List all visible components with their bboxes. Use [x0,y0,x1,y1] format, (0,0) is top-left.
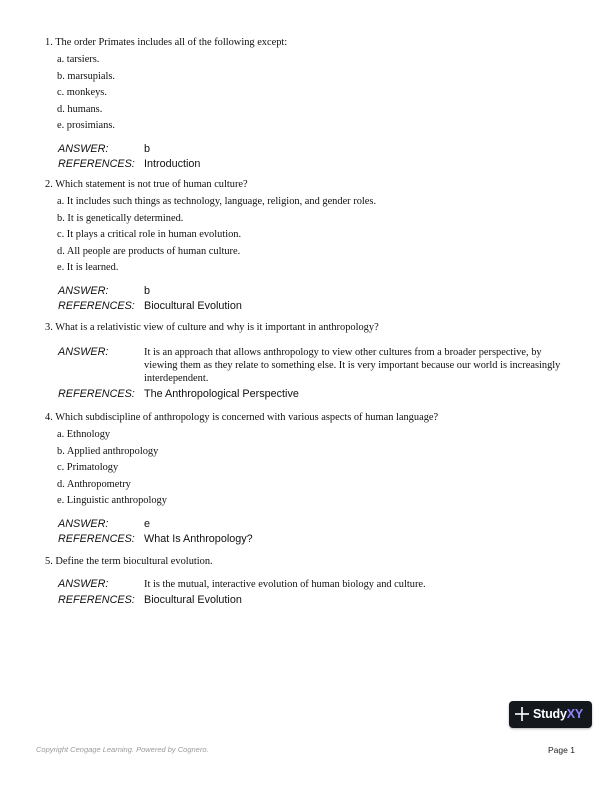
option-item: d. humans. [57,103,103,115]
option-item: d. All people are products of human culture. [57,245,241,257]
option-item: a. Ethnology [57,429,111,440]
answer-block [58,346,575,404]
references-label: REFERENCES: [58,158,135,170]
answer-row [58,346,575,385]
option-item: e. It is learned. [57,262,119,273]
question-text: 1. The order Primates includes all of the following except: [45,37,288,48]
answer-value: b [144,284,151,297]
option-item: b. It is genetically determined. [57,212,184,224]
references-row [58,594,575,610]
page-number: Page 1 [548,745,575,755]
plus-icon [515,707,529,721]
option-item: c. monkeys. [57,87,107,98]
badge-text-accent: XY [566,707,584,721]
references-label: REFERENCES: [58,593,135,606]
answer-label: ANSWER: [58,346,109,358]
answer-label: ANSWER: [58,517,109,530]
answer-row [58,143,575,159]
answer-row [58,518,575,534]
references-row [58,158,575,174]
answer-block [58,518,575,549]
option-item: a. It includes such things as technology, language, religion, and gender roles. [57,196,377,207]
option-item: b. marsupials. [57,70,116,82]
studyxy-badge[interactable] [509,701,592,728]
question-text: 5. Define the term biocultural evolution. [45,556,213,567]
references-value: Biocultural Evolution [144,300,242,312]
option-item: a. tarsiers. [57,54,100,65]
option-list [57,194,575,277]
answer-value: It is the mutual, interactive evolution of human biology and culture. [144,579,426,590]
answer-label: ANSWER: [58,284,109,297]
copyright-text: Copyright Cengage Learning. Powered by Cognero. [36,745,209,754]
references-value: What Is Anthropology? [144,533,253,545]
references-value: The Anthropological Perspective [144,388,299,400]
references-row [58,533,575,549]
references-label: REFERENCES: [58,300,135,312]
option-list [57,427,575,510]
question-text: 2. Which statement is not true of human culture? [45,179,248,190]
answer-label: ANSWER: [58,578,109,590]
answer-label: ANSWER: [58,142,109,155]
references-row [58,388,575,404]
question-2 [45,178,575,316]
answer-value: e [144,517,151,530]
option-item: d. Anthropometry [57,478,131,490]
question-text: 3. What is a relativistic view of culture and why is it important in anthropology? [45,322,379,333]
option-list [57,52,575,135]
references-row [58,300,575,316]
answer-block [58,578,575,609]
option-item: e. Linguistic anthropology [57,495,167,506]
answer-value: It is an approach that allows anthropology to view other cultures from a broader perspective, by viewing them as they relate to something else. It is very important because our world is increasingly interdependent. [144,347,561,384]
question-3 [45,321,575,404]
references-label: REFERENCES: [58,533,135,545]
references-label: REFERENCES: [58,388,135,400]
references-value: Introduction [144,158,201,170]
answer-value: b [144,142,151,155]
question-1 [45,36,575,174]
option-item: c. Primatology [57,462,119,473]
references-value: Biocultural Evolution [144,593,242,606]
badge-text [533,707,583,722]
question-text: 4. Which subdiscipline of anthropology is concerned with various aspects of human language? [45,412,439,423]
badge-text-main: Study [533,707,567,721]
answer-block [58,143,575,174]
answer-row [58,285,575,301]
question-5 [45,555,575,609]
option-item: b. Applied anthropology [57,445,159,457]
option-item: e. prosimians. [57,120,116,131]
answer-row [58,578,575,594]
question-4 [45,411,575,549]
answer-block [58,285,575,316]
option-item: c. It plays a critical role in human evolution. [57,229,242,240]
